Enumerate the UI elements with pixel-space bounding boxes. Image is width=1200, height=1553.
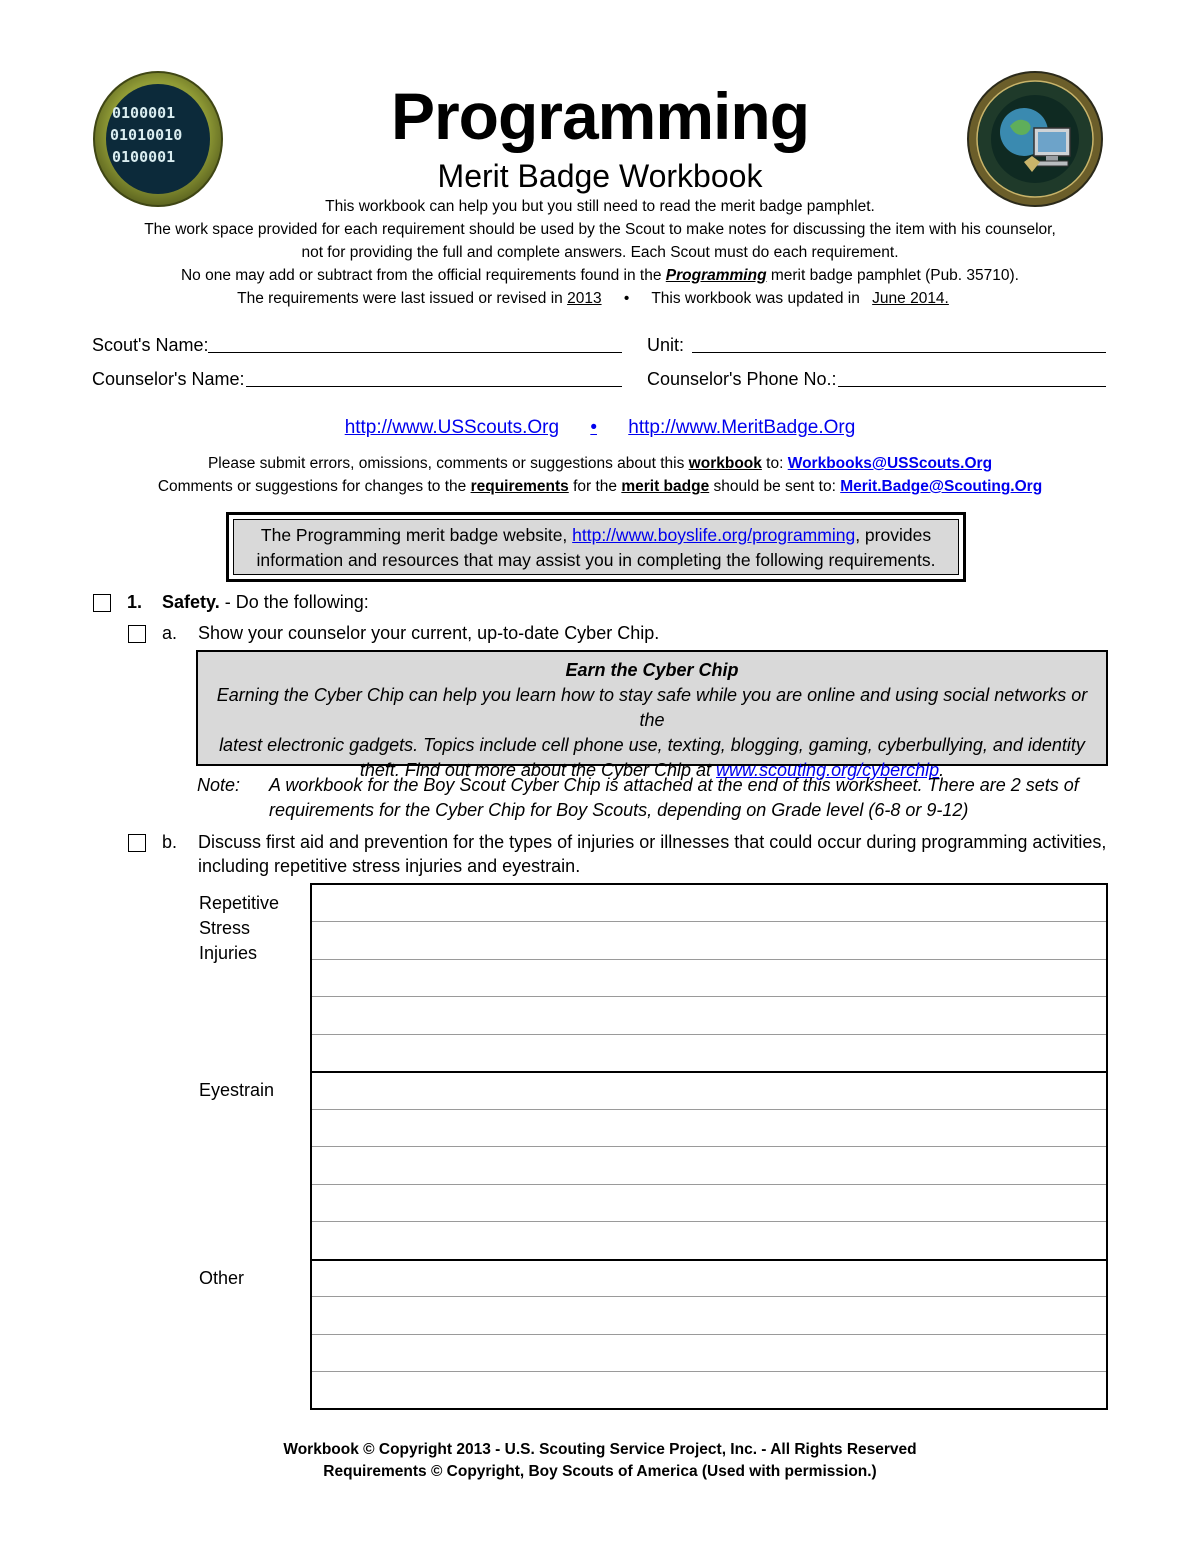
answer-line: [312, 1371, 1106, 1372]
rsi-label-3: Injuries: [199, 943, 258, 963]
website-info-line-1: [234, 523, 958, 548]
rsi-label-2: Stress: [199, 918, 251, 938]
answer-line: [312, 1334, 1106, 1335]
badge-digits-3: 0100001: [112, 148, 176, 166]
req-1a-letter: a.: [162, 623, 178, 643]
counselor-name-field[interactable]: [246, 386, 622, 387]
req-1-checkbox[interactable]: [93, 594, 111, 612]
merit-badge-email-link[interactable]: Merit.Badge@Scouting.Org: [840, 478, 1043, 495]
intro-line-4: [60, 265, 1140, 287]
cyber-chip-line-1: Earning the Cyber Chip can help you learn how to stay safe while you are online and using social networks or the: [216, 685, 1088, 730]
answer-line: [312, 996, 1106, 997]
footer-line-2: Requirements © Copyright, Boy Scouts of America (Used with permission.): [323, 1463, 877, 1480]
note-line-1: A workbook for the Boy Scout Cyber Chip is attached at the end of this worksheet. There are 2 sets of: [269, 775, 1079, 795]
submit-line-1-mid: to:: [761, 455, 788, 472]
intro-line-4-post: merit badge pamphlet (Pub. 35710).: [766, 267, 1019, 284]
site-links: [0, 415, 1200, 441]
submit-requirements-line: [40, 476, 1160, 498]
website-info-pre: The Programming merit badge website,: [260, 525, 573, 545]
website-info-box: [226, 512, 966, 582]
revised-year: 2013: [567, 290, 602, 307]
website-info-line-2: information and resources that may assist you in completing the following requirements.: [256, 550, 936, 570]
submit-workbook-line: [40, 453, 1160, 475]
unit-field[interactable]: [692, 352, 1106, 353]
page-subtitle: Merit Badge Workbook: [437, 158, 763, 194]
badge-digits-1: 0100001: [112, 104, 176, 122]
note-line-2: requirements for the Cyber Chip for Boy Scouts, depending on Grade level (6-8 or 9-12): [269, 800, 969, 820]
intro-line-5: [60, 288, 1140, 310]
updated-label: This workbook was updated in: [651, 290, 865, 307]
req-1a-checkbox[interactable]: [128, 625, 146, 643]
counselor-name-label: Counselor's Name:: [92, 369, 245, 389]
section-divider: [312, 1071, 1106, 1073]
scout-name-field[interactable]: [208, 352, 622, 353]
copyright-footer: [0, 1439, 1200, 1483]
intro-line-3: not for providing the full and complete answers. Each Scout must do each requirement.: [301, 244, 899, 261]
revised-label: The requirements were last issued or revised in: [237, 290, 568, 307]
note-label: Note:: [197, 775, 241, 795]
other-label: Other: [199, 1268, 245, 1288]
answer-line: [312, 1109, 1106, 1110]
boyslife-link[interactable]: http://www.boyslife.org/programming: [572, 525, 856, 545]
footer-line-1: Workbook © Copyright 2013 - U.S. Scouting Service Project, Inc. - All Rights Reserved: [283, 1441, 917, 1458]
req-1-title: Safety.: [162, 592, 220, 612]
pamphlet-name: Programming: [665, 267, 767, 284]
submit-line-2-pre: Comments or suggestions for changes to the: [157, 478, 471, 495]
usscouts-link[interactable]: http://www.USScouts.Org: [344, 417, 560, 438]
meritbadge-link[interactable]: http://www.MeritBadge.Org: [628, 417, 856, 438]
website-info-box-inner: [233, 519, 959, 575]
answer-line: [312, 959, 1106, 960]
submit-line-2-post: should be sent to:: [709, 478, 841, 495]
rsi-label-1: Repetitive: [199, 893, 280, 913]
intro-line-1: This workbook can help you but you still need to read the merit badge pamphlet.: [325, 198, 875, 215]
cyber-chip-line-2: latest electronic gadgets. Topics include cell phone use, texting, blogging, gaming, cyberbullying, and identity: [219, 735, 1085, 755]
answer-line: [312, 1184, 1106, 1185]
eyestrain-label: Eyestrain: [199, 1080, 275, 1100]
page-title: Programming: [390, 79, 810, 153]
req-1-number: 1.: [127, 592, 143, 612]
cyber-chip-line-3-pre: theft. Find out more about the Cyber Chip at: [359, 760, 717, 780]
counselor-phone-field[interactable]: [838, 386, 1106, 387]
answer-line: [312, 1146, 1106, 1147]
submit-line-1-pre: Please submit errors, omissions, comments or suggestions about this: [207, 455, 689, 472]
req-1-text: - Do the following:: [219, 592, 369, 612]
req-1b-letter: b.: [162, 832, 178, 852]
req-1b-line-1: Discuss first aid and prevention for the types of injuries or illnesses that could occur during programming activities,: [198, 832, 1107, 852]
links-separator: •: [590, 417, 597, 438]
answer-area[interactable]: [310, 883, 1108, 1410]
cyber-chip-title: Earn the Cyber Chip: [565, 660, 739, 680]
section-divider: [312, 1259, 1106, 1261]
workbook-word: workbook: [688, 455, 762, 472]
intro-line-4-pre: No one may add or subtract from the official requirements found in the: [180, 267, 666, 284]
website-info-post: , provides: [855, 525, 932, 545]
answer-line: [312, 1221, 1106, 1222]
updated-date: June 2014.: [872, 290, 949, 307]
answer-line: [312, 1296, 1106, 1297]
req-1b-checkbox[interactable]: [128, 834, 146, 852]
cyberchip-link[interactable]: www.scouting.org/cyberchip: [716, 760, 940, 780]
scout-name-label: Scout's Name:: [92, 335, 209, 355]
unit-label: Unit:: [647, 335, 685, 355]
cyber-chip-line-3-post: .: [939, 760, 945, 780]
counselor-phone-label: Counselor's Phone No.:: [647, 369, 837, 389]
intro-line-2: The work space provided for each requirement should be used by the Scout to make notes for discussing the item with his counselor,: [144, 221, 1056, 238]
bullet-separator: •: [623, 290, 630, 307]
badge-digits-2: 01010010: [110, 126, 183, 144]
submit-line-2-mid: for the: [568, 478, 622, 495]
req-1a-text: Show your counselor your current, up-to-date Cyber Chip.: [198, 623, 660, 643]
requirements-word: requirements: [470, 478, 569, 495]
req-1b-line-2: including repetitive stress injuries and eyestrain.: [198, 856, 581, 876]
answer-line: [312, 921, 1106, 922]
merit-badge-word: merit badge: [621, 478, 710, 495]
cyber-chip-box: [196, 650, 1108, 780]
req-1-heading: [162, 590, 369, 614]
workbooks-email-link[interactable]: Workbooks@USScouts.Org: [787, 455, 993, 472]
answer-line: [312, 1034, 1106, 1035]
